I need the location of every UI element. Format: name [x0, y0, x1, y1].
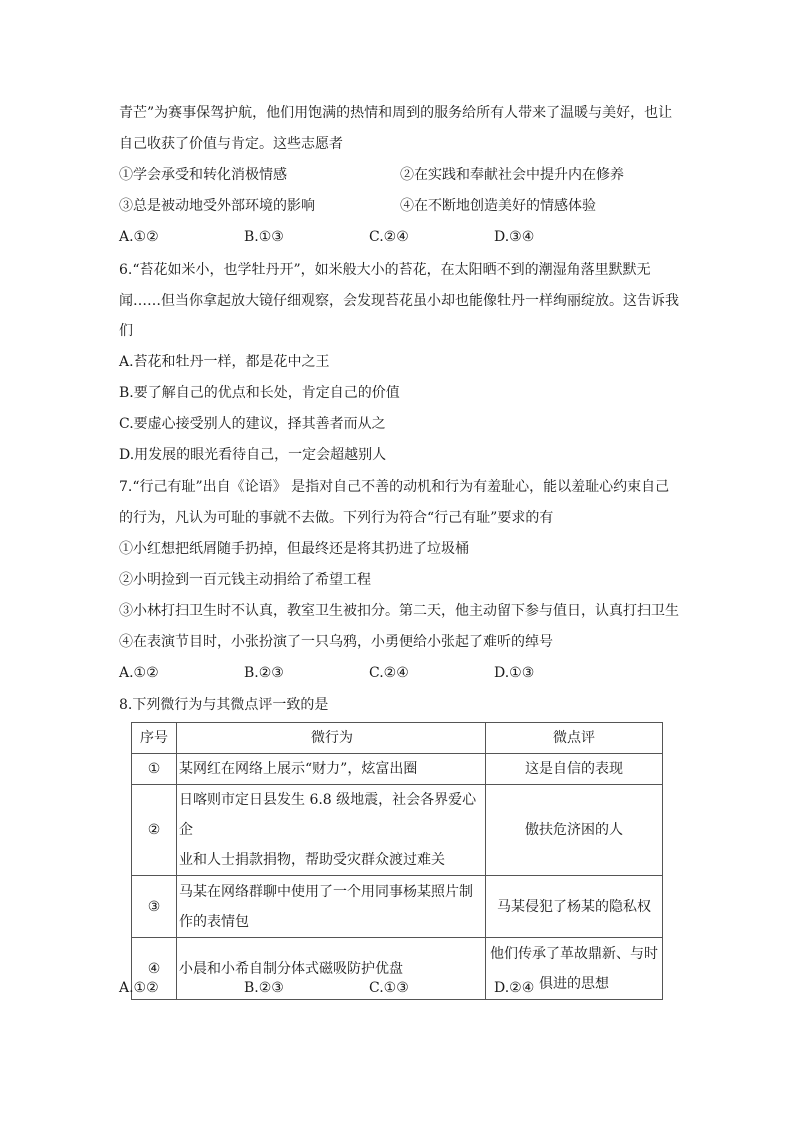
q5-statement-3: ③总是被动地受外部环境的影响 [119, 198, 315, 214]
q7-option-b[interactable]: B.②③ [244, 665, 284, 681]
q8-option-b[interactable]: B.②③ [244, 980, 284, 996]
header-behavior: 微行为 [177, 723, 486, 754]
row-comment-line: 他们传承了革故鼎新、与时 [490, 945, 658, 962]
row-number: ② [132, 785, 177, 876]
q5-stem-line-2: 自己收获了价值与肯定。这些志愿者 [119, 136, 343, 152]
table-row [132, 876, 663, 938]
q8-table [131, 722, 663, 1000]
q5-statement-1: ①学会承受和转化消极情感 [119, 167, 287, 183]
row-behavior [177, 876, 486, 938]
row-number: ③ [132, 876, 177, 938]
q7-stem-line-1: 7.“行己有耻”出自《论语》 是指对自己不善的动机和行为有羞耻心，能以羞耻心约束自己 [119, 479, 670, 495]
q5-stem-line-1: 青芒”为赛事保驾护航，他们用饱满的热情和周到的服务给所有人带来了温暖与美好，也让 [119, 105, 673, 121]
q6-stem-line-2: 闻……但当你拿起放大镜仔细观察，会发现苔花虽小却也能像牡丹一样绚丽绽放。这告诉我 [119, 293, 679, 309]
row-behavior: 小晨和小希自制分体式磁吸防护优盘 [177, 938, 486, 1000]
q5-statement-2: ②在实践和奉献社会中提升内在修养 [400, 167, 624, 183]
header-comment: 微点评 [486, 723, 663, 754]
q5-option-b[interactable]: B.①③ [244, 229, 284, 245]
row-behavior-line: 业和人士捐款捐物，帮助受灾群众渡过难关 [179, 852, 445, 868]
q5-option-c[interactable]: C.②④ [369, 229, 409, 245]
row-behavior-line: 作的表情包 [179, 913, 249, 930]
row-number: ① [132, 754, 177, 785]
q6-option-b[interactable]: B.要了解自己的优点和长处，肯定自己的价值 [119, 385, 400, 401]
header-number: 序号 [132, 723, 177, 754]
q8-option-d[interactable]: D.②④ [494, 980, 535, 996]
q6-option-a[interactable]: A.苔花和牡丹一样，都是花中之王 [119, 354, 330, 370]
row-number: ④ [132, 938, 177, 1000]
table-row [132, 785, 663, 876]
q7-statement-1: ①小红想把纸屑随手扔掉，但最终还是将其扔进了垃圾桶 [119, 541, 469, 557]
q8-stem: 8.下列微行为与其微点评一致的是 [119, 697, 329, 713]
row-behavior: 某网红在网络上展示“财力”，炫富出圈 [177, 754, 486, 785]
q8-option-c[interactable]: C.①③ [369, 980, 409, 996]
q7-option-c[interactable]: C.②④ [369, 665, 409, 681]
table-header-row [132, 723, 663, 754]
q7-statement-4: ④在表演节目时，小张扮演了一只乌鸦，小勇便给小张起了难听的绰号 [119, 634, 553, 650]
q6-stem-line-1: 6.“苔花如米小，也学牡丹开”，如米般大小的苔花，在太阳晒不到的潮湿角落里默默无 [119, 262, 651, 278]
q7-stem-line-2: 的行为，凡认为可耻的事就不去做。下列行为符合“行己有耻”要求的有 [119, 510, 554, 526]
q6-stem-line-3: 们 [119, 323, 133, 339]
q8-option-a[interactable]: A.①② [119, 980, 159, 996]
q6-option-d[interactable]: D.用发展的眼光看待自己，一定会超越别人 [119, 447, 387, 463]
q5-option-d[interactable]: D.③④ [494, 229, 535, 245]
q6-option-c[interactable]: C.要虚心接受别人的建议，择其善者而从之 [119, 416, 386, 432]
row-comment: 这是自信的表现 [486, 754, 663, 785]
q7-option-d[interactable]: D.①③ [494, 665, 535, 681]
q7-statement-2: ②小明捡到一百元钱主动捐给了希望工程 [119, 572, 371, 588]
row-behavior [177, 785, 486, 876]
row-comment: 傲扶危济困的人 [486, 785, 663, 876]
q5-option-a[interactable]: A.①② [119, 229, 159, 245]
q7-statement-3: ③小林打扫卫生时不认真，教室卫生被扣分。第二天，他主动留下参与值日，认真打扫卫生 [119, 603, 679, 619]
q7-option-a[interactable]: A.①② [119, 665, 159, 681]
table-row [132, 754, 663, 785]
row-comment: 马某侵犯了杨某的隐私权 [486, 876, 663, 938]
row-comment-line: 俱进的思想 [539, 975, 609, 992]
q5-statement-4: ④在不断地创造美好的情感体验 [400, 198, 596, 214]
row-behavior-line: 马某在网络群聊中使用了一个用同事杨某照片制 [179, 883, 473, 900]
row-behavior-line: 日喀则市定日县发生 6.8 级地震，社会各界爱心企 [179, 792, 477, 838]
